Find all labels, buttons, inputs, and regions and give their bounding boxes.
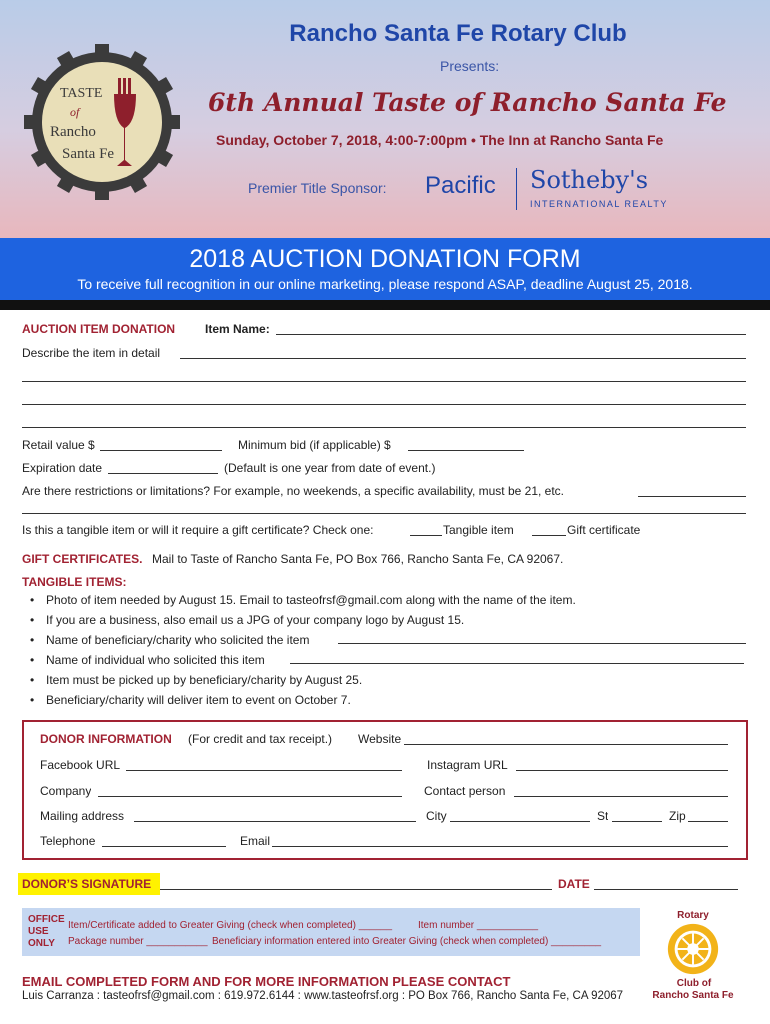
logo-text-rancho: Rancho [50,124,96,140]
city-label: City [426,809,447,823]
retail-value-label: Retail value $ [22,438,95,452]
donor-info-note: (For credit and tax receipt.) [188,732,333,746]
tangible-items-list [30,590,576,710]
restrictions-field-line-2[interactable] [22,513,746,514]
gift-certificates-text: Mail to Taste of Rancho Santa Fe, PO Box 766, Rancho Santa Fe, CA 92067. [152,552,564,566]
solicitor-field[interactable] [290,663,744,664]
describe-field[interactable] [180,358,746,359]
email-field[interactable] [272,846,728,847]
event-title: 6th Annual Taste of Rancho Santa Fe [208,88,727,117]
sponsor-sothebys-logo: Sotheby's [530,166,649,194]
company-field[interactable] [98,796,402,797]
gift-certificates-label: GIFT CERTIFICATES. [22,552,143,566]
telephone-label: Telephone [40,834,96,848]
website-field[interactable] [404,744,728,745]
zip-field[interactable] [688,821,728,822]
facebook-label: Facebook URL [40,758,121,772]
gift-option-label: Gift certificate [567,523,641,537]
telephone-field[interactable] [102,846,226,847]
beneficiary-field[interactable] [338,643,746,644]
rotary-logo-club: Club of [676,978,712,989]
office-package-number-text: Package number ___________ [68,936,208,947]
date-field[interactable] [594,889,738,890]
item-name-field[interactable] [276,334,746,335]
expiration-date-field[interactable] [108,473,218,474]
expiration-date-label: Expiration date [22,461,103,475]
contact-person-field[interactable] [514,796,728,797]
office-beneficiary-text: Beneficiary information entered into Greater Giving (check when completed) _________ [212,936,602,947]
taste-of-rsf-logo [22,42,182,202]
restrictions-field[interactable] [638,496,746,497]
state-field[interactable] [612,821,662,822]
tangible-option-label: Tangible item [443,523,514,537]
donor-info-title: DONOR INFORMATION [40,732,172,746]
website-label: Website [358,732,402,746]
donor-signature-field[interactable] [160,889,552,890]
footer-contact: Luis Carranza : tasteofrsf@gmail.com : 619.972.6144 : www.tasteofrsf.org : PO Box 766, Rancho Santa Fe, CA 92067 [22,990,624,1002]
office-greater-giving-text: Item/Certificate added to Greater Giving (check when completed) ______ [68,920,393,931]
sponsor-ir-text: INTERNATIONAL REALTY [530,199,668,209]
item-name-label: Item Name: [205,322,270,336]
company-label: Company [40,784,92,798]
rotary-wheel-icon [664,920,722,978]
tangible-checkbox[interactable] [410,535,442,536]
sponsor-pacific-logo: Pacific [425,172,496,199]
contact-person-label: Contact person [424,784,506,798]
minimum-bid-label: Minimum bid (if applicable) $ [238,438,391,452]
presents-label: Presents: [440,58,500,74]
gift-checkbox[interactable] [532,535,566,536]
donor-signature-label: DONOR’S SIGNATURE [22,877,152,891]
sponsor-label: Premier Title Sponsor: [248,180,387,196]
divider-bar [0,300,770,310]
date-label: DATE [558,877,590,891]
minimum-bid-field[interactable] [408,450,524,451]
tangible-bullet-2: • If you are a business, also email us a JPG of your company logo by August 15. [30,610,576,630]
sponsor-divider [516,168,517,210]
office-item-number-text: Item number ___________ [418,920,539,931]
club-title: Rancho Santa Fe Rotary Club [289,20,627,47]
office-use-label [28,914,65,950]
restrictions-label: Are there restrictions or limitations? For example, no weekends, a specific availability, must be 21, etc. [22,484,565,498]
event-details: Sunday, October 7, 2018, 4:00-7:00pm • The Inn at Rancho Santa Fe [216,132,664,148]
form-subtitle: To receive full recognition in our online marketing, please respond ASAP, deadline August 25, 2018. [77,276,693,292]
tangible-bullet-5: • Item must be picked up by beneficiary/charity by August 25. [30,670,576,690]
tangible-question: Is this a tangible item or will it require a gift certificate? Check one: [22,523,374,537]
expiration-note: (Default is one year from date of event.) [224,461,436,475]
tangible-bullet-6: • Beneficiary/charity will deliver item to event on October 7. [30,690,576,710]
office-use-line-1: OFFICE [28,914,65,925]
describe-label: Describe the item in detail [22,346,161,360]
mailing-address-field[interactable] [134,821,416,822]
city-field[interactable] [450,821,590,822]
tangible-bullet-4: • Name of individual who solicited this item [30,650,576,670]
tangible-bullet-3: • Name of beneficiary/charity who solicited the item [30,630,576,650]
logo-text-of: of [70,105,80,119]
office-use-box [22,908,640,956]
describe-field-line-3[interactable] [22,404,746,405]
instagram-label: Instagram URL [427,758,508,772]
tangible-items-label: TANGIBLE ITEMS: [22,575,127,589]
rotary-logo-top: Rotary [677,910,709,921]
rotary-logo-rsf: Rancho Santa Fe [652,990,734,1001]
office-use-line-2: USE [28,926,49,937]
facebook-field[interactable] [126,770,402,771]
mailing-address-label: Mailing address [40,809,125,823]
form-title: 2018 AUCTION DONATION FORM [189,245,581,273]
zip-label: Zip [669,809,686,823]
instagram-field[interactable] [516,770,728,771]
describe-field-line-2[interactable] [22,381,746,382]
auction-section-label: AUCTION ITEM DONATION [22,322,176,336]
logo-text-taste: TASTE [60,86,103,101]
logo-text-santa-fe: Santa Fe [62,146,115,162]
state-label: St [597,809,609,823]
tangible-bullet-1: • Photo of item needed by August 15. Email to tasteofrsf@gmail.com along with the name of the item. [30,590,576,610]
describe-field-line-4[interactable] [22,427,746,428]
email-label: Email [240,834,271,848]
footer-heading: EMAIL COMPLETED FORM AND FOR MORE INFORMATION PLEASE CONTACT [22,974,511,989]
retail-value-field[interactable] [100,450,222,451]
office-use-line-3: ONLY [28,938,55,949]
